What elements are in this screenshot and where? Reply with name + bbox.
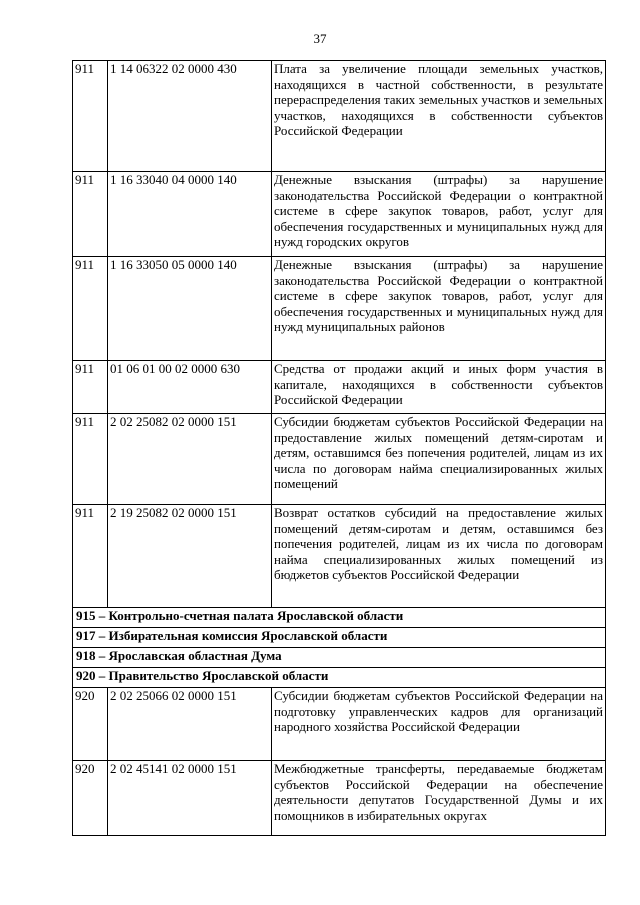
admin-code-cell: 911 [73,61,108,172]
revenue-name-cell: Субсидии бюджетам субъектов Российской Федерации на подготовку управленческих кадров для организаций народного хозяйства Российской Федерации [272,688,606,761]
kbk-code-cell: 01 06 01 00 02 0000 630 [108,361,272,414]
kbk-code-cell: 1 14 06322 02 0000 430 [108,61,272,172]
revenue-name-cell: Возврат остатков субсидий на предоставление жилых помещений детям-сиротам и детям, оставшимся без попечения родителей, лицам из их числа по договорам найма специализированных жилых помещений из бюджетов субъектов Российской Федерации [272,505,606,608]
revenue-name-cell: Денежные взыскания (штрафы) за нарушение законодательства Российской Федерации о контрактной системе в сфере закупок товаров, работ, услуг для обеспечения государственных и муниципальных нужд для нужд городских округов [272,172,606,257]
table-row [73,414,606,505]
table-row [73,505,606,608]
revenue-name-cell: Средства от продажи акций и иных форм участия в капитале, находящихся в собственности субъектов Российской Федерации [272,361,606,414]
revenue-name-cell: Межбюджетные трансферты, передаваемые бюджетам субъектов Российской Федерации на обеспечение деятельности депутатов Государственной Думы и их помощников в избирательных округах [272,761,606,836]
page-number: 37 [313,31,327,46]
admin-code-cell: 911 [73,257,108,361]
table-row [73,257,606,361]
budget-classification-table [72,60,606,836]
kbk-code-cell: 2 02 25066 02 0000 151 [108,688,272,761]
section-header-row [73,628,606,648]
table-row [73,361,606,414]
table-row [73,61,606,172]
section-header-row [73,668,606,688]
table-row [73,761,606,836]
revenue-name-cell: Плата за увеличение площади земельных участков, находящихся в частной собственности, в результате перераспределения таких земельных участков и земельных участков, находящихся в собственности субъектов Российской Федерации [272,61,606,172]
table-row [73,688,606,761]
admin-code-cell: 911 [73,172,108,257]
admin-code-cell: 920 [73,761,108,836]
section-header-row [73,648,606,668]
admin-code-cell: 911 [73,505,108,608]
section-heading: 920 – Правительство Ярославской области [73,668,606,688]
admin-code-cell: 911 [73,414,108,505]
section-heading: 915 – Контрольно-счетная палата Ярославской области [73,608,606,628]
admin-code-cell: 911 [73,361,108,414]
kbk-code-cell: 1 16 33050 05 0000 140 [108,257,272,361]
revenue-name-cell: Денежные взыскания (штрафы) за нарушение законодательства Российской Федерации о контрактной системе в сфере закупок товаров, работ, услуг для обеспечения государственных и муниципальных нужд для нужд муниципальных районов [272,257,606,361]
section-header-row [73,608,606,628]
kbk-code-cell: 2 02 25082 02 0000 151 [108,414,272,505]
section-heading: 917 – Избирательная комиссия Ярославской области [73,628,606,648]
revenue-name-cell: Субсидии бюджетам субъектов Российской Федерации на предоставление жилых помещений детям-сиротам и детям, оставшимся без попечения родителей, лицам из их числа по договорам найма специализированных жилых помещений [272,414,606,505]
kbk-code-cell: 2 19 25082 02 0000 151 [108,505,272,608]
kbk-code-cell: 1 16 33040 04 0000 140 [108,172,272,257]
section-heading: 918 – Ярославская областная Дума [73,648,606,668]
table-row [73,172,606,257]
kbk-code-cell: 2 02 45141 02 0000 151 [108,761,272,836]
admin-code-cell: 920 [73,688,108,761]
